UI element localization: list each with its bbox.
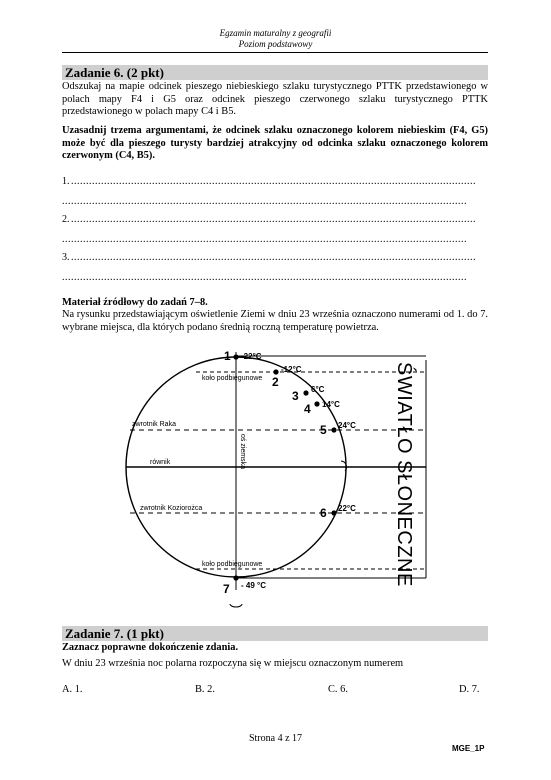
point-1-num: 1 xyxy=(224,349,231,363)
exam-code: MGE_1P xyxy=(452,744,485,753)
option-c[interactable]: C. 6. xyxy=(328,684,348,695)
option-b[interactable]: B. 2. xyxy=(195,684,215,695)
point-7-num: 7 xyxy=(223,582,230,596)
point-3 xyxy=(303,390,308,395)
point-1 xyxy=(233,354,238,359)
point-5-temp: 24°C xyxy=(338,421,356,430)
equator-label: równik xyxy=(150,459,171,466)
point-3-num: 3 xyxy=(292,389,299,403)
point-2 xyxy=(273,369,278,374)
point-1-temp: -22°C xyxy=(241,352,262,361)
point-4-num: 4 xyxy=(304,402,311,416)
point-2-num: 2 xyxy=(272,375,279,389)
task7-question: W dniu 23 września noc polarna rozpoczyna się w miejscu oznaczonym numerem xyxy=(62,658,404,669)
point-7-temp: - 49 °C xyxy=(241,581,266,590)
capricorn-label: zwrotnik Koziorożca xyxy=(140,505,203,512)
point-4-temp: 14°C xyxy=(322,400,340,409)
rotation-arrow-south xyxy=(230,604,242,607)
point-6-num: 6 xyxy=(320,506,327,520)
material-title: Materiał źródłowy do zadań 7–8. xyxy=(62,297,208,308)
task6-command: Uzasadnij trzema argumentami, że odcinek szlaku oznaczonego kolorem niebieskim (F4, G5) może być dla pieszego turysty bardziej atrakcyjny od odcinka szlaku oznaczonego kolorem czerwonym (C4, B5). xyxy=(62,125,488,161)
answer-line-3[interactable]: 3. . . . xyxy=(62,252,488,264)
task7-title: Zadanie 7. (1 pkt) xyxy=(62,626,488,641)
page-number: Strona 4 z 17 xyxy=(248,733,303,744)
polar-circle-s-label: koło podbiegunowe xyxy=(202,561,263,568)
cancer-label: zwrotnik Raka xyxy=(132,421,176,428)
material-text: Na rysunku przedstawiającym oświetlenie Ziemi w dniu 23 września oznaczono numerami od 1. do 7. wybrane miejsca, dla których podano średnią roczną temperaturę powietrza. xyxy=(62,309,488,333)
point-6-temp: 22°C xyxy=(338,504,356,513)
answer-line-2[interactable]: 2. . . . xyxy=(62,214,488,226)
option-d[interactable]: D. 7. xyxy=(459,684,480,695)
earth-axis-label: oś ziemska xyxy=(239,434,246,470)
point-7 xyxy=(233,575,238,580)
answer-line-1[interactable]: 1. . . . xyxy=(62,176,488,188)
sunlight-label: ŚWIATŁO SŁONECZNE xyxy=(393,362,415,587)
exam-level: Poziom podstawowy xyxy=(238,39,313,49)
point-5-num: 5 xyxy=(320,423,327,437)
point-2-temp: -12°C xyxy=(281,365,302,374)
task7-command: Zaznacz poprawne dokończenie zdania. xyxy=(62,642,239,653)
polar-circle-n-label: koło podbiegunowe xyxy=(202,375,263,382)
point-5 xyxy=(331,427,336,432)
point-6 xyxy=(331,510,336,515)
point-3-temp: 6°C xyxy=(311,385,325,394)
exam-subject: Egzamin maturalny z geografii xyxy=(219,28,332,38)
task6-title: Zadanie 6. (2 pkt) xyxy=(62,65,488,80)
task6-intro: Odszukaj na mapie odcinek pieszego niebieskiego szlaku turystycznego PTTK przedstawionego w polach mapy F4 i G5 oraz odcinek pieszego czerwonego szlaku turystycznego PTTK przedstawionego w polach mapy C4 i B5. xyxy=(62,81,488,117)
option-a[interactable]: A. 1. xyxy=(62,684,83,695)
point-4 xyxy=(314,401,319,406)
